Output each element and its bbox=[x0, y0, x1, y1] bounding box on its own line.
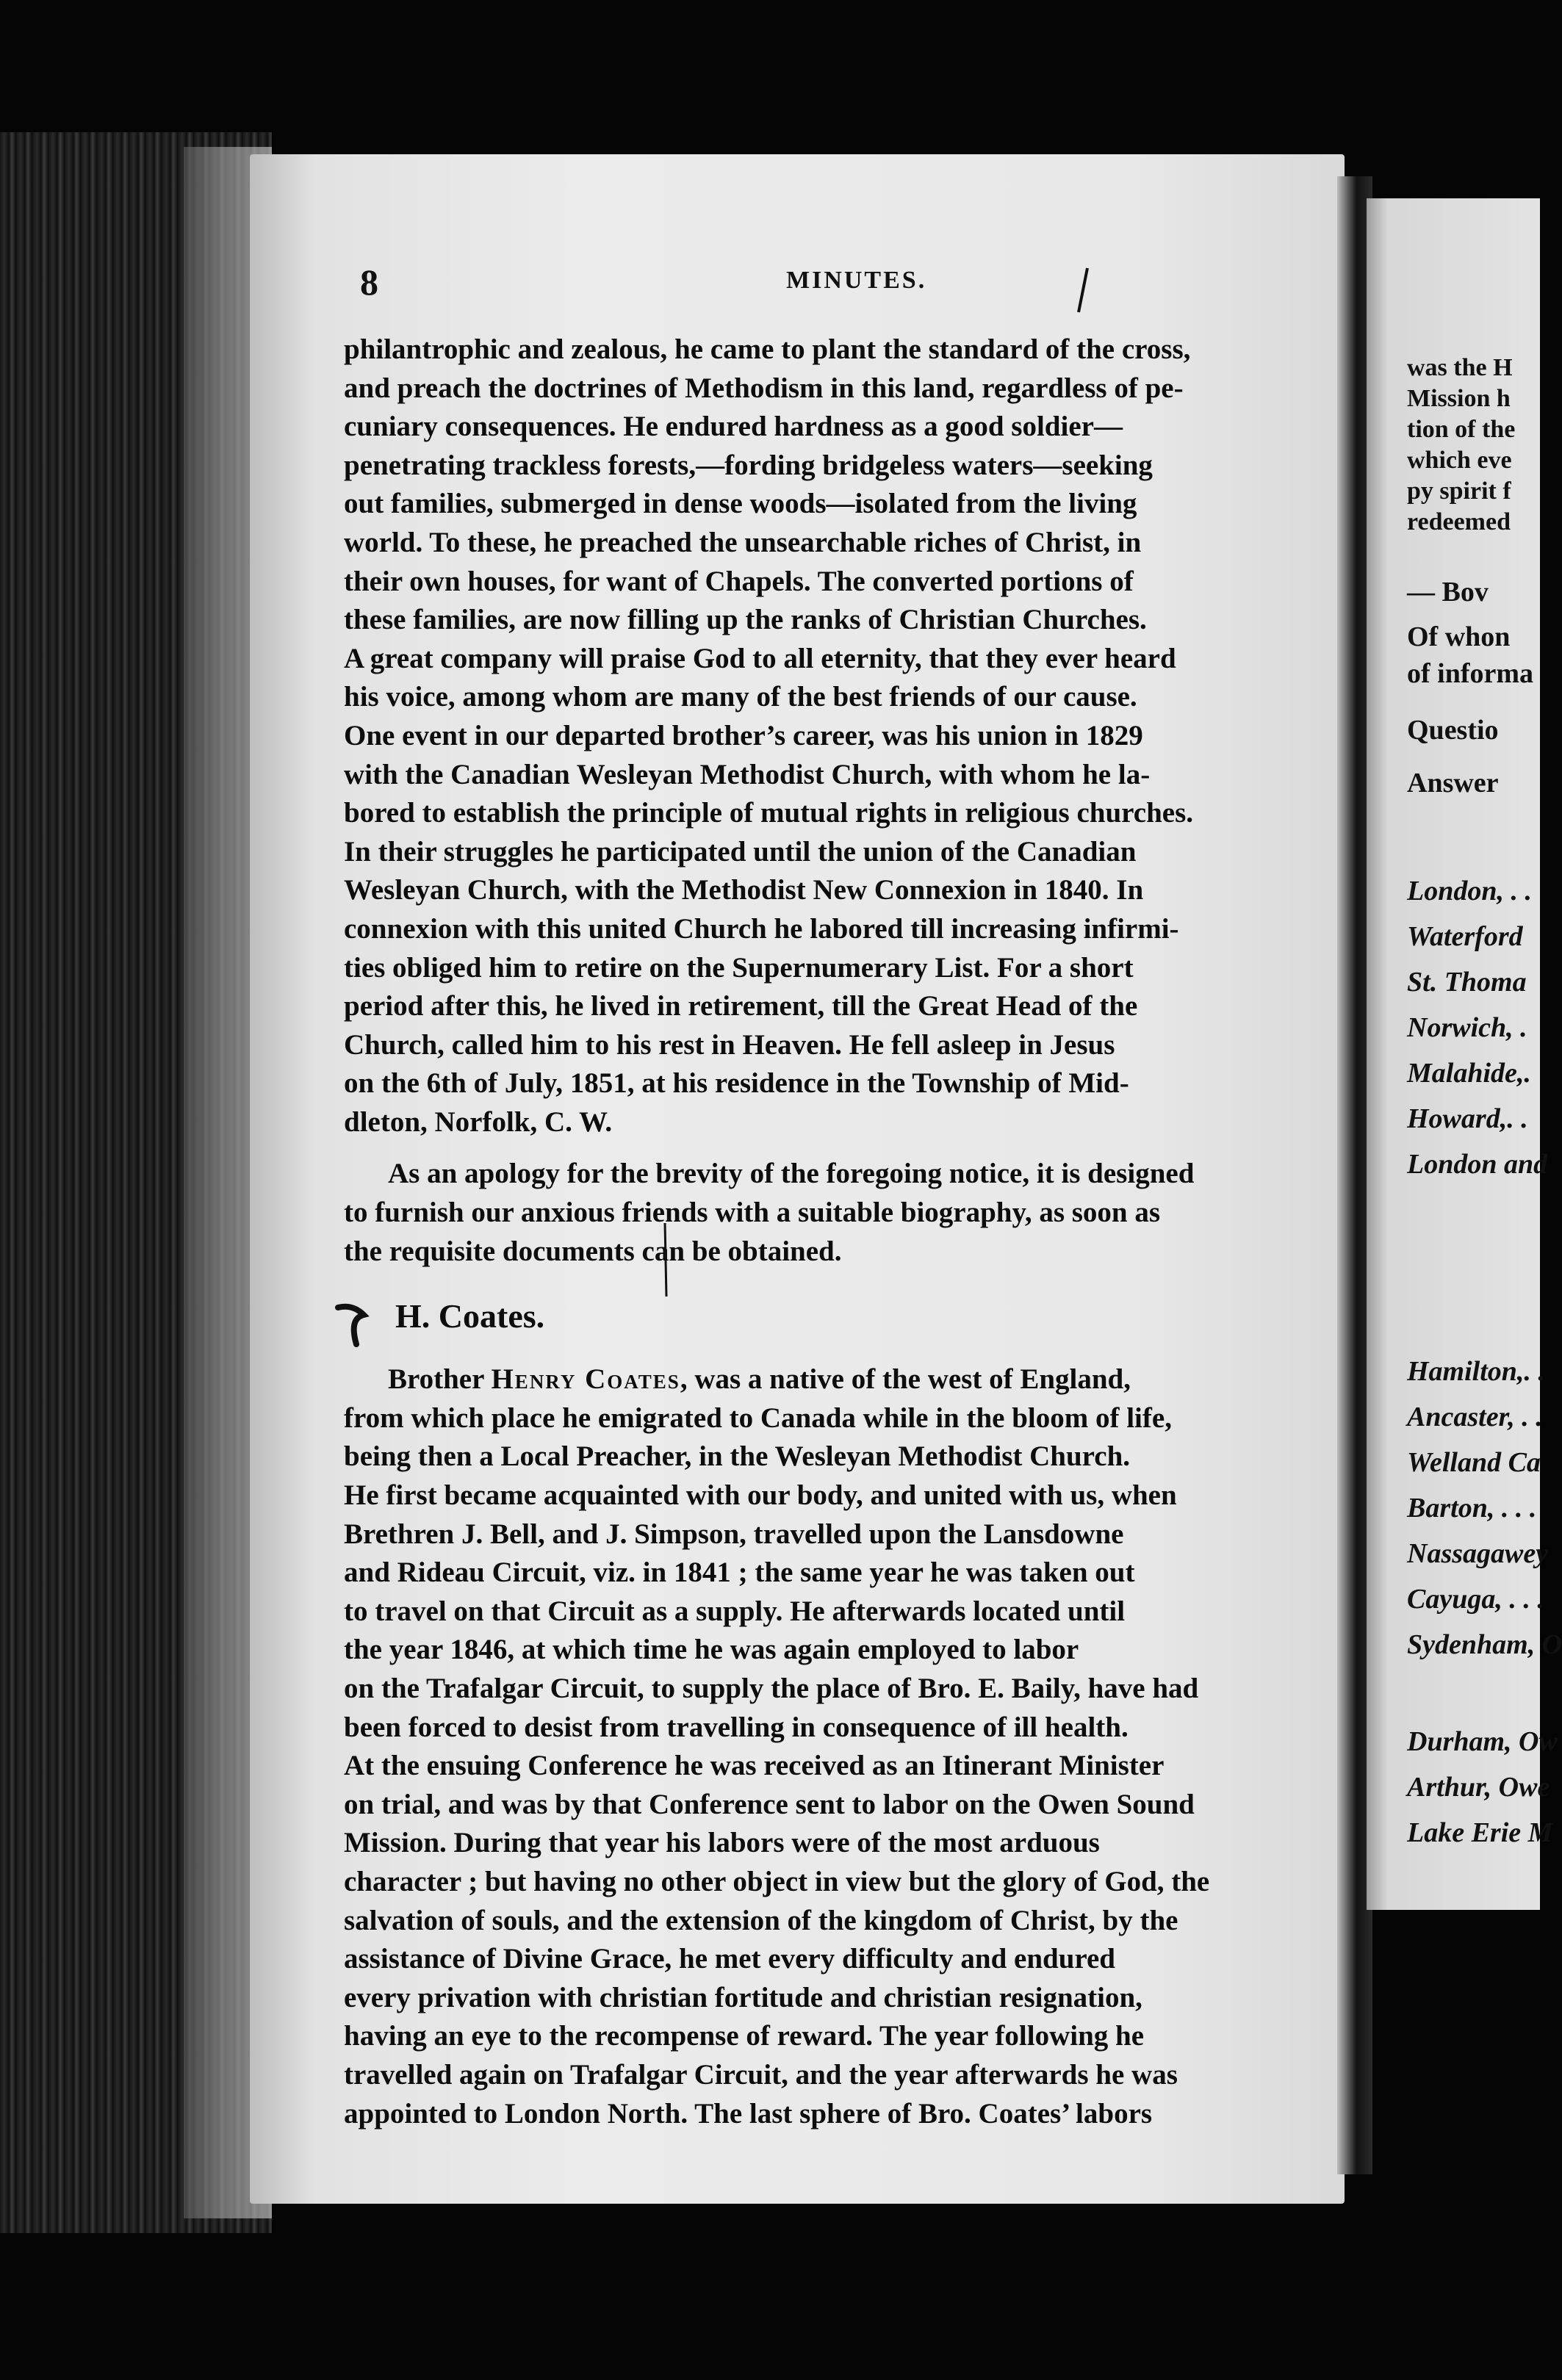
circuit-name: Durham, Ow bbox=[1407, 1726, 1558, 1757]
text-line: on the Trafalgar Circuit, to supply the place of Bro. E. Baily, have had bbox=[344, 1673, 1199, 1704]
text-line: their own houses, for want of Chapels. The converted portions of bbox=[344, 565, 1134, 597]
text-line: every privation with christian fortitude and christian resignation, bbox=[344, 1981, 1142, 2013]
text-line: A great company will praise God to all eternity, that they ever heard bbox=[344, 642, 1176, 674]
page-number: 8 bbox=[360, 262, 378, 303]
circuit-name: Lake Erie M bbox=[1407, 1817, 1553, 1848]
main-text-block bbox=[344, 331, 1336, 2133]
circuit-name: Arthur, Owe bbox=[1407, 1772, 1550, 1803]
text-line: penetrating trackless forests,—fording bridgeless waters—seeking bbox=[344, 449, 1153, 481]
text-line: the requisite documents can be obtained. bbox=[344, 1235, 842, 1267]
text-line: character ; but having no other object in view but the glory of God, the bbox=[344, 1865, 1210, 1897]
text-line: and preach the doctrines of Methodism in this land, regardless of pe- bbox=[344, 372, 1184, 404]
text-fragment: , was a native of the west of England, bbox=[680, 1363, 1131, 1396]
text-line: In their struggles he participated until the union of the Canadian bbox=[344, 835, 1137, 868]
circuit-name: London, . . bbox=[1407, 876, 1532, 906]
text-line: world. To these, he preached the unsearchable riches of Christ, in bbox=[344, 526, 1142, 558]
text-line: One event in our departed brother’s career, was his union in 1829 bbox=[344, 719, 1143, 751]
text-line: Mission h bbox=[1407, 385, 1511, 412]
circuit-name: Howard,. . bbox=[1407, 1103, 1528, 1134]
text-line: salvation of souls, and the extension of the kingdom of Christ, by the bbox=[344, 1904, 1178, 1936]
obituary-paragraph-2 bbox=[344, 1155, 1336, 1271]
text-line: Brethren J. Bell, and J. Simpson, travelled upon the Lansdowne bbox=[344, 1518, 1124, 1550]
circuit-name: Ancaster, . . bbox=[1407, 1402, 1543, 1432]
text-line: Of whon bbox=[1407, 621, 1511, 652]
text-line: on the 6th of July, 1851, at his residence in the Township of Mid- bbox=[344, 1067, 1129, 1100]
obituary-paragraph-1 bbox=[344, 331, 1336, 1142]
circuit-name: Hamilton,. . bbox=[1407, 1356, 1545, 1387]
text-line: of informa bbox=[1407, 658, 1534, 689]
text-line: ties obliged him to retire on the Supernumerary List. For a short bbox=[344, 951, 1134, 984]
text-line: to travel on that Circuit as a supply. He afterwards located until bbox=[344, 1595, 1126, 1627]
text-line: from which place he emigrated to Canada while in the bloom of life, bbox=[344, 1402, 1172, 1434]
pen-stroke-icon bbox=[658, 1219, 672, 1300]
text-line: these families, are now filling up the ranks of Christian Churches. bbox=[344, 604, 1147, 636]
circuit-name: Nassagawey bbox=[1407, 1538, 1549, 1569]
text-fragment: Brother bbox=[388, 1363, 492, 1396]
running-head: MINUTES. bbox=[786, 267, 927, 294]
circuit-name: Welland Ca bbox=[1407, 1447, 1541, 1478]
text-line: being then a Local Preacher, in the Wesleyan Methodist Church. bbox=[344, 1440, 1131, 1473]
text-line: He first became acquainted with our body, and united with us, when bbox=[344, 1479, 1177, 1512]
text-line: bored to establish the principle of mutual rights in religious churches. bbox=[344, 797, 1194, 829]
text-line: Mission. During that year his labors were of the most arduous bbox=[344, 1827, 1100, 1859]
text-line: — Bov bbox=[1407, 577, 1489, 607]
text-line bbox=[344, 1360, 1336, 1399]
text-line: At the ensuing Conference he was received as an Itinerant Minister bbox=[344, 1750, 1165, 1782]
circuit-name: London and bbox=[1407, 1149, 1548, 1180]
circuit-name: Waterford bbox=[1407, 921, 1523, 952]
text-line: his voice, among whom are many of the best friends of our cause. bbox=[344, 681, 1137, 713]
text-line: and Rideau Circuit, viz. in 1841 ; the same year he was taken out bbox=[344, 1557, 1135, 1589]
section-subheading: H. Coates. bbox=[395, 1297, 545, 1335]
facing-page-text-mid bbox=[1407, 566, 1540, 809]
text-line: on trial, and was by that Conference sent to labor on the Owen Sound bbox=[344, 1788, 1195, 1820]
text-line: dleton, Norfolk, C. W. bbox=[344, 1106, 613, 1138]
facing-page-circuits-b bbox=[1407, 1349, 1562, 1667]
text-line: to furnish our anxious friends with a suitable biography, as soon as bbox=[344, 1197, 1161, 1229]
page-header bbox=[360, 261, 1330, 305]
text-line: period after this, he lived in retirement, till the Great Head of the bbox=[344, 990, 1138, 1023]
text-line: philantrophic and zealous, he came to plant the standard of the cross, bbox=[344, 333, 1191, 365]
text-line: having an eye to the recompense of reward. The year following he bbox=[344, 2020, 1145, 2052]
text-line: was the H bbox=[1407, 354, 1513, 381]
facing-page-circuits-a bbox=[1407, 868, 1548, 1187]
pen-mark-icon bbox=[334, 1300, 371, 1352]
text-line: cuniary consequences. He endured hardness as a good soldier— bbox=[344, 411, 1123, 443]
text-line: Questio bbox=[1407, 715, 1499, 746]
text-line: Church, called him to his rest in Heaven. He fell asleep in Jesus bbox=[344, 1028, 1115, 1061]
text-line: py spirit f bbox=[1407, 477, 1511, 505]
text-line: Wesleyan Church, with the Methodist New Connexion in 1840. In bbox=[344, 874, 1144, 906]
text-line: As an apology for the brevity of the foregoing notice, it is designed bbox=[388, 1158, 1195, 1190]
facing-page-column bbox=[1407, 353, 1562, 1856]
text-line: appointed to London North. The last sphere of Bro. Coates’ labors bbox=[344, 2097, 1153, 2130]
obituary-paragraph-3 bbox=[344, 1360, 1336, 2133]
facing-page-circuits-c bbox=[1407, 1719, 1558, 1856]
pen-stroke-icon bbox=[1073, 264, 1095, 316]
circuit-name: Malahide,. bbox=[1407, 1058, 1531, 1089]
circuit-name: Barton, . . . bbox=[1407, 1493, 1537, 1523]
text-line: the year 1846, at which time he was again employed to labor bbox=[344, 1634, 1079, 1666]
text-line: redeemed bbox=[1407, 508, 1511, 536]
circuit-name: St. Thoma bbox=[1407, 967, 1527, 998]
text-line: been forced to desist from travelling in consequence of ill health. bbox=[344, 1711, 1129, 1743]
text-line: assistance of Divine Grace, he met every difficulty and endured bbox=[344, 1943, 1115, 1975]
text-line: out families, submerged in dense woods—isolated from the living bbox=[344, 488, 1137, 520]
circuit-name: Cayuga, . . . bbox=[1407, 1584, 1544, 1615]
circuit-name: Norwich, . bbox=[1407, 1012, 1527, 1043]
person-name: Henry Coates bbox=[491, 1363, 680, 1396]
text-line: connexion with this united Church he labored till increasing infirmi- bbox=[344, 912, 1179, 945]
circuit-name: Sydenham, O bbox=[1407, 1629, 1562, 1660]
facing-page-text-top bbox=[1407, 353, 1540, 538]
text-line: travelled again on Trafalgar Circuit, and the year afterwards he was bbox=[344, 2058, 1178, 2091]
text-line: which eve bbox=[1407, 447, 1512, 474]
text-line: with the Canadian Wesleyan Methodist Church, with whom he la- bbox=[344, 758, 1151, 790]
text-line: tion of the bbox=[1407, 416, 1516, 443]
text-line: Answer bbox=[1407, 768, 1499, 798]
